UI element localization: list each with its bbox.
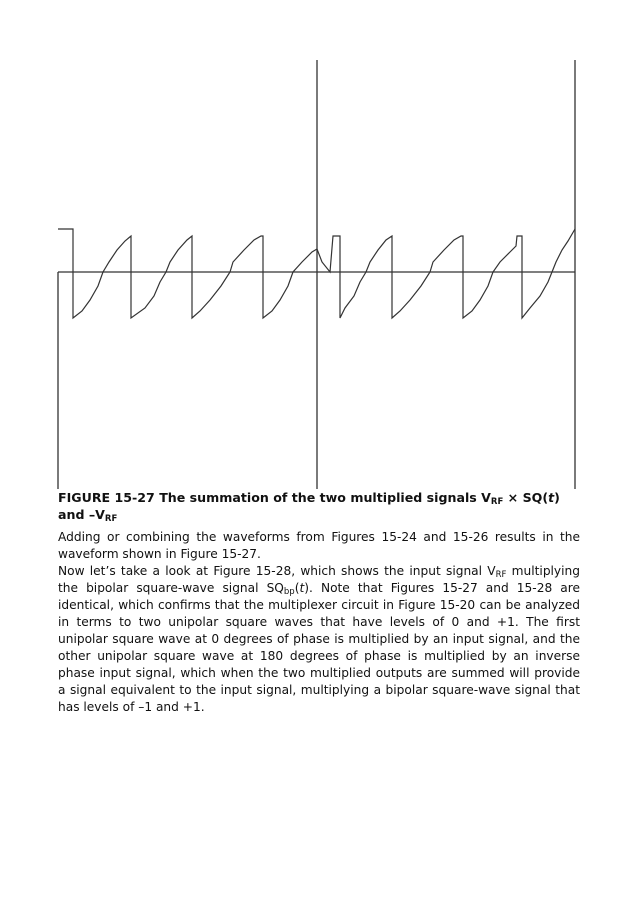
caption-close: ) bbox=[554, 490, 560, 505]
p2-sub-bp: bp bbox=[283, 587, 295, 597]
body-text bbox=[58, 529, 580, 716]
p2-t: t bbox=[299, 581, 305, 595]
p2-part-b: multiplying the bipolar square-wave signal SQ bbox=[58, 564, 580, 595]
paragraph-1: Adding or combining the waveforms from Figures 15-24 and 15-26 results in the waveform shown in Figure 15-27. bbox=[58, 530, 580, 561]
p2-sub-rf: RF bbox=[495, 570, 507, 580]
p2-part-c: ( bbox=[294, 581, 300, 595]
caption-line2: and –V bbox=[58, 507, 105, 522]
figure-caption bbox=[58, 489, 580, 523]
caption-t: t bbox=[548, 490, 555, 505]
p2-part-a: Now let’s take a look at Figure 15-28, which shows the input signal V bbox=[58, 564, 496, 578]
p2-part-d: ). Note that Figures 15-27 and 15-28 are identical, which confirms that the multiplexer circuit in Figure 15-20 can be analyzed in terms to two unipolar square waves that have levels of 0 and +1. The first unipolar square wave at 0 degrees of phase is multiplied by an input signal, and the other unipolar square wave at 180 degrees of phase is multiplied by an inverse phase input signal, which when the two multiplied outputs are summed will provide a signal equivalent to the input signal, multiplying a bipolar square-wave signal that has levels of –1 and +1. bbox=[58, 581, 580, 714]
paragraph-2 bbox=[58, 563, 580, 716]
caption-prefix: FIGURE 15-27 The summation of the two multiplied signals V bbox=[58, 490, 491, 505]
caption-mid: × SQ( bbox=[503, 490, 549, 505]
caption-subscript-rf-2: RF bbox=[104, 514, 118, 524]
caption-subscript-rf: RF bbox=[490, 497, 504, 507]
